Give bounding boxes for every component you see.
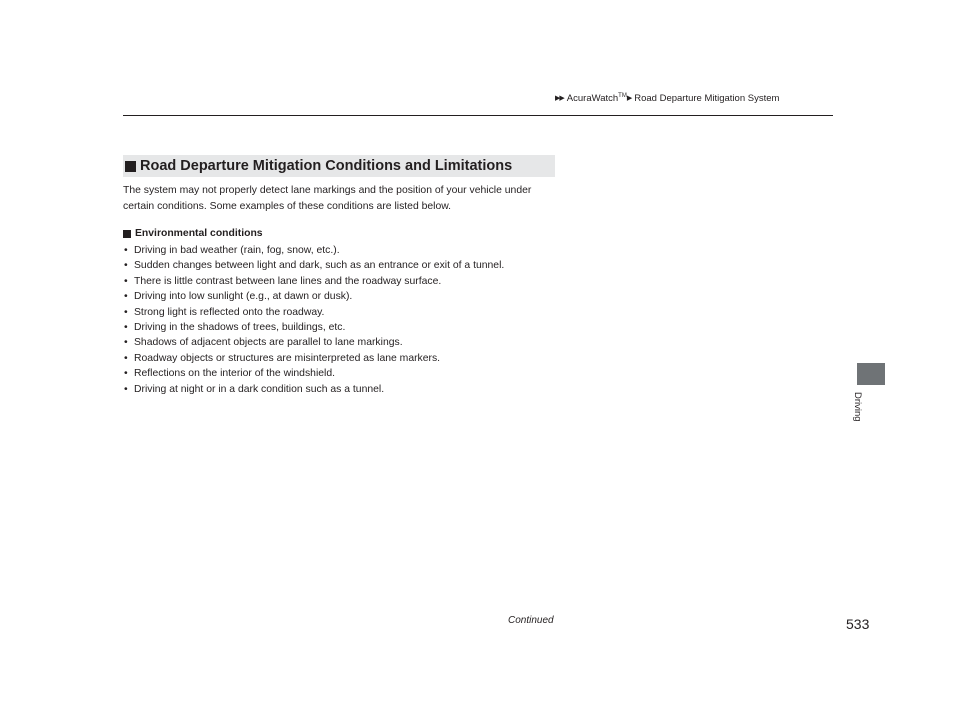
subsection-square-icon	[123, 230, 131, 238]
list-item: • Reflections on the interior of the windshield.	[123, 366, 583, 381]
conditions-list	[123, 243, 583, 397]
list-item: • Driving in the shadows of trees, buildings, etc.	[123, 320, 583, 335]
list-item: • Driving into low sunlight (e.g., at dawn or dusk).	[123, 289, 583, 304]
list-item: • Driving in bad weather (rain, fog, snow, etc.).	[123, 243, 583, 258]
page-number: 533	[846, 616, 870, 632]
breadcrumb-level2: Road Departure Mitigation System	[634, 93, 780, 105]
breadcrumb	[555, 93, 833, 104]
list-item: • Strong light is reflected onto the roadway.	[123, 305, 583, 320]
subsection-title: Environmental conditions	[135, 228, 263, 239]
breadcrumb-arrow-icon: ▶▶	[555, 95, 564, 103]
intro-paragraph: The system may not properly detect lane markings and the position of your vehicle under certain conditions. Some examples of these conditions are listed below.	[123, 185, 532, 212]
section-title: Road Departure Mitigation Conditions and Limitations	[140, 158, 513, 174]
list-item: • There is little contrast between lane lines and the roadway surface.	[123, 274, 583, 289]
list-item: • Sudden changes between light and dark, such as an entrance or exit of a tunnel.	[123, 258, 583, 273]
list-item: • Roadway objects or structures are misinterpreted as lane markers.	[123, 351, 583, 366]
subsection-heading	[123, 228, 263, 239]
breadcrumb-separator-icon: ▶	[626, 95, 632, 103]
breadcrumb-level1: AcuraWatch	[566, 93, 619, 105]
section-square-icon	[125, 161, 136, 172]
chapter-tab-label	[851, 392, 871, 432]
section-heading	[123, 155, 555, 177]
header-rule	[123, 115, 833, 116]
chapter-label-text: Driving	[852, 392, 863, 422]
continued-note: Continued	[508, 615, 554, 626]
list-item: • Driving at night or in a dark condition such as a tunnel.	[123, 382, 583, 397]
trademark-mark: TM	[618, 93, 627, 99]
list-item: • Shadows of adjacent objects are parallel to lane markings.	[123, 335, 583, 350]
chapter-tab-marker	[857, 363, 885, 385]
